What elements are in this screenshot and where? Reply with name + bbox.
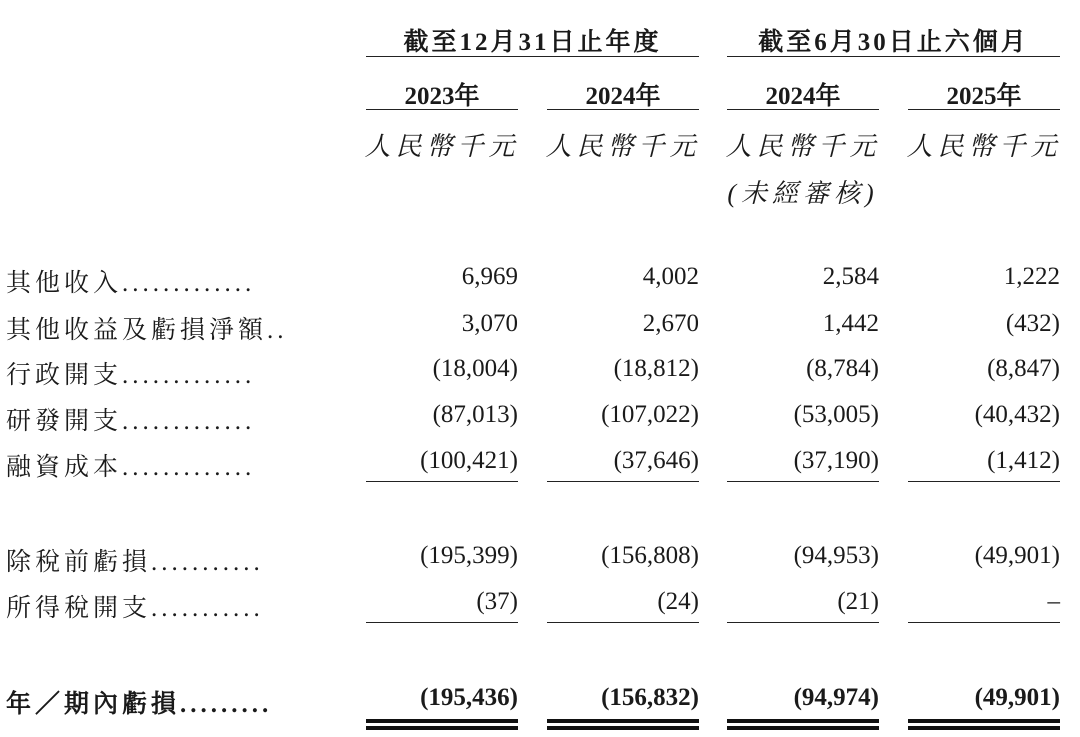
cell-value: – xyxy=(1047,588,1060,615)
cell-value: (37,646) xyxy=(613,447,699,474)
cell-value: (21) xyxy=(837,588,879,615)
currency-unit: 人民幣千元 xyxy=(906,132,1062,161)
total-double-rule xyxy=(727,719,879,730)
cell-value: (94,953) xyxy=(793,542,879,569)
subtotal-rule xyxy=(908,622,1060,623)
cell-value: 2,670 xyxy=(642,310,699,337)
subtotal-rule xyxy=(366,622,518,623)
cell-value: (156,808) xyxy=(601,542,699,569)
cell-value: 3,070 xyxy=(461,310,518,337)
cell-value: (195,399) xyxy=(420,542,518,569)
cell-value: (49,901) xyxy=(974,542,1060,569)
total-double-rule xyxy=(908,719,1060,730)
subtotal-rule xyxy=(547,481,699,482)
row-label: 融資成本............. xyxy=(6,454,256,481)
header-group-full-year: 截至12月31日止年度 xyxy=(403,29,662,56)
row-label: 所得稅開支........... xyxy=(6,595,264,622)
header-group-six-months: 截至6月30日止六個月 xyxy=(758,29,1029,56)
currency-unit: 人民幣千元 xyxy=(725,132,881,161)
cell-value: 6,969 xyxy=(461,263,518,290)
currency-unit: 人民幣千元 xyxy=(545,132,701,161)
subtotal-rule xyxy=(547,622,699,623)
year-underline xyxy=(727,109,879,110)
total-value: (49,901) xyxy=(974,684,1060,711)
total-double-rule xyxy=(366,719,518,730)
year-underline xyxy=(547,109,699,110)
row-label: 除稅前虧損........... xyxy=(6,549,264,576)
row-label: 其他收益及虧損淨額.. xyxy=(6,317,288,344)
year-header: 2024年 xyxy=(765,83,841,110)
subtotal-rule xyxy=(727,622,879,623)
row-label-total: 年／期內虧損......... xyxy=(6,691,273,718)
cell-value: (8,784) xyxy=(806,355,879,382)
cell-value: (53,005) xyxy=(793,401,879,428)
cell-value: (18,812) xyxy=(613,355,699,382)
unaudited-note: (未經審核) xyxy=(727,179,879,208)
cell-value: 1,222 xyxy=(1003,263,1060,290)
year-underline xyxy=(366,109,518,110)
cell-value: (37) xyxy=(476,588,518,615)
cell-value: (432) xyxy=(1005,310,1060,337)
cell-value: (40,432) xyxy=(974,401,1060,428)
cell-value: 2,584 xyxy=(822,263,879,290)
cell-value: (87,013) xyxy=(432,401,518,428)
cell-value: 1,442 xyxy=(822,310,879,337)
cell-value: (37,190) xyxy=(793,447,879,474)
cell-value: (100,421) xyxy=(420,447,518,474)
total-value: (94,974) xyxy=(793,684,879,711)
year-underline xyxy=(908,109,1060,110)
cell-value: (24) xyxy=(657,588,699,615)
total-value: (195,436) xyxy=(420,684,518,711)
cell-value: (107,022) xyxy=(601,401,699,428)
row-label: 其他收入............. xyxy=(6,270,256,297)
cell-value: (18,004) xyxy=(432,355,518,382)
header-group-underline xyxy=(366,56,699,57)
subtotal-rule xyxy=(366,481,518,482)
total-double-rule xyxy=(547,719,699,730)
header-group-underline xyxy=(727,56,1060,57)
cell-value: (8,847) xyxy=(987,355,1060,382)
row-label: 研發開支............. xyxy=(6,408,256,435)
year-header: 2025年 xyxy=(946,83,1022,110)
total-value: (156,832) xyxy=(601,684,699,711)
year-header: 2023年 xyxy=(404,83,480,110)
cell-value: (1,412) xyxy=(987,447,1060,474)
subtotal-rule xyxy=(727,481,879,482)
cell-value: 4,002 xyxy=(642,263,699,290)
subtotal-rule xyxy=(908,481,1060,482)
row-label: 行政開支............. xyxy=(6,362,256,389)
currency-unit: 人民幣千元 xyxy=(364,132,520,161)
year-header: 2024年 xyxy=(585,83,661,110)
